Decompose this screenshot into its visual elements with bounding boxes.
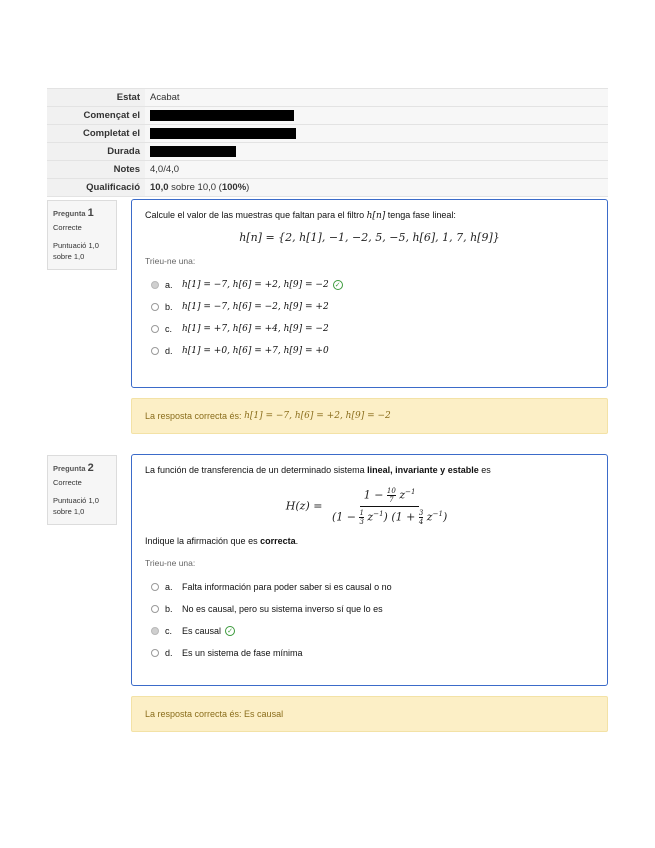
- radio-icon[interactable]: [151, 649, 159, 657]
- summary-value: 4,0/4,0: [145, 161, 608, 179]
- option-text: Es un sistema de fase mínima: [182, 648, 303, 658]
- summary-row-estat: [47, 89, 608, 107]
- summary-value: [145, 179, 608, 197]
- question-2-feedback: La resposta correcta és: Es causal: [131, 696, 608, 732]
- question-1-formula: h[n] = {2, h[1], −1, −2, 5, −5, h[6], 1, 7, h[9]}: [239, 231, 500, 244]
- radio-icon[interactable]: [151, 583, 159, 591]
- option-letter: a.: [165, 280, 173, 290]
- radio-icon[interactable]: [151, 347, 159, 355]
- question-1-feedback: [131, 398, 608, 434]
- summary-row-notes: [47, 161, 608, 179]
- answer-option-a[interactable]: [145, 576, 594, 598]
- grade-percent: 100%: [221, 182, 247, 193]
- summary-row-completat: [47, 125, 608, 143]
- question-label: Pregunta: [53, 209, 86, 218]
- summary-label: Durada: [47, 143, 145, 161]
- answer-option-d[interactable]: [145, 340, 594, 362]
- summary-label: Qualificació: [47, 179, 145, 197]
- question-2-text: [145, 465, 594, 475]
- summary-value: Acabat: [145, 89, 608, 107]
- question-text-bold: lineal, invariante y estable: [367, 465, 479, 475]
- option-text: h[1] = −7, h[6] = +2, h[9] = −2: [182, 280, 329, 290]
- grade-mid: sobre 10,0 (: [171, 182, 222, 193]
- summary-row-comencat: [47, 107, 608, 125]
- summary-label: Començat el: [47, 107, 145, 125]
- question-1-text: [145, 210, 594, 221]
- question-state: Correcte: [53, 223, 82, 232]
- question-2-box: [131, 454, 608, 686]
- radio-icon[interactable]: [151, 627, 159, 635]
- option-letter: b.: [165, 302, 173, 312]
- answer-option-a[interactable]: [145, 274, 594, 296]
- instruction-bold: correcta: [260, 536, 296, 546]
- option-letter: a.: [165, 582, 173, 592]
- option-text: h[1] = −7, h[6] = −2, h[9] = +2: [182, 302, 329, 312]
- attempt-summary-table: [47, 88, 608, 197]
- question-number: 1: [87, 207, 94, 219]
- option-letter: d.: [165, 346, 173, 356]
- question-number: 2: [87, 462, 94, 474]
- grade-end: ): [246, 182, 250, 193]
- option-text: No es causal, pero su sistema inverso sí que lo es: [182, 604, 383, 614]
- answer-prompt: Trieu-ne una:: [145, 558, 196, 568]
- question-text-part: La función de transferencia de un determinado sistema: [145, 465, 365, 475]
- redacted-block: [150, 146, 236, 157]
- option-letter: d.: [165, 648, 173, 658]
- answer-prompt: Trieu-ne una:: [145, 256, 196, 266]
- question-grade: Puntuació 1,0 sobre 1,0: [53, 496, 99, 516]
- option-letter: c.: [165, 626, 173, 636]
- answer-option-c[interactable]: [145, 318, 594, 340]
- summary-label: Estat: [47, 89, 145, 107]
- question-2-info: [47, 455, 117, 525]
- radio-icon[interactable]: [151, 605, 159, 613]
- feedback-answer: h[1] = −7, h[6] = +2, h[9] = −2: [244, 411, 391, 421]
- question-state: Correcte: [53, 478, 82, 487]
- answer-option-d[interactable]: [145, 642, 594, 664]
- answer-option-c[interactable]: [145, 620, 594, 642]
- option-text: h[1] = +7, h[6] = +4, h[9] = −2: [182, 324, 329, 334]
- radio-icon[interactable]: [151, 281, 159, 289]
- option-text: h[1] = +0, h[6] = +7, h[9] = +0: [182, 346, 329, 356]
- summary-value: [145, 107, 608, 125]
- transfer-function-fraction: 1 − $\frac{10}{7}$ $z^{-1}$ (1 − $\frac{1}{3}$ $z^{-1}$) (1 + $\frac{3}{4}$ $z^{-1}$): [331, 487, 448, 526]
- summary-value: [145, 125, 608, 143]
- option-text: Falta información para poder saber si es causal o no: [182, 582, 392, 592]
- check-circle-icon: ✓: [333, 280, 343, 290]
- answer-options: [145, 576, 594, 664]
- question-text-part: tenga fase lineal:: [387, 210, 456, 220]
- question-2-instruction: [145, 536, 594, 546]
- redacted-block: [150, 110, 294, 121]
- question-1-box: [131, 199, 608, 388]
- summary-label: Notes: [47, 161, 145, 179]
- feedback-prefix: La resposta correcta és:: [145, 411, 242, 421]
- radio-icon[interactable]: [151, 325, 159, 333]
- instruction-text: .: [295, 536, 299, 546]
- radio-icon[interactable]: [151, 303, 159, 311]
- summary-label: Completat el: [47, 125, 145, 143]
- question-label: Pregunta: [53, 464, 86, 473]
- summary-row-qualificacio: [47, 179, 608, 197]
- question-text-part: Calcule el valor de las muestras que faltan para el filtro: [145, 210, 365, 220]
- answer-option-b[interactable]: [145, 598, 594, 620]
- question-grade: Puntuació 1,0 sobre 1,0: [53, 241, 99, 261]
- option-letter: b.: [165, 604, 173, 614]
- formula-lhs: H(z) =: [285, 499, 323, 513]
- instruction-text: Indique la afirmación que es: [145, 536, 258, 546]
- check-circle-icon: ✓: [225, 626, 235, 636]
- question-2-formula: [145, 487, 594, 526]
- inline-math: h[n]: [366, 211, 386, 221]
- answer-options: [145, 274, 594, 362]
- question-text-part: es: [481, 465, 491, 475]
- redacted-block: [150, 128, 296, 139]
- summary-row-durada: [47, 143, 608, 161]
- answer-option-b[interactable]: [145, 296, 594, 318]
- option-text: Es causal: [182, 626, 222, 636]
- grade-score: 10,0: [150, 182, 169, 193]
- summary-value: [145, 143, 608, 161]
- question-1-info: [47, 200, 117, 270]
- option-letter: c.: [165, 324, 173, 334]
